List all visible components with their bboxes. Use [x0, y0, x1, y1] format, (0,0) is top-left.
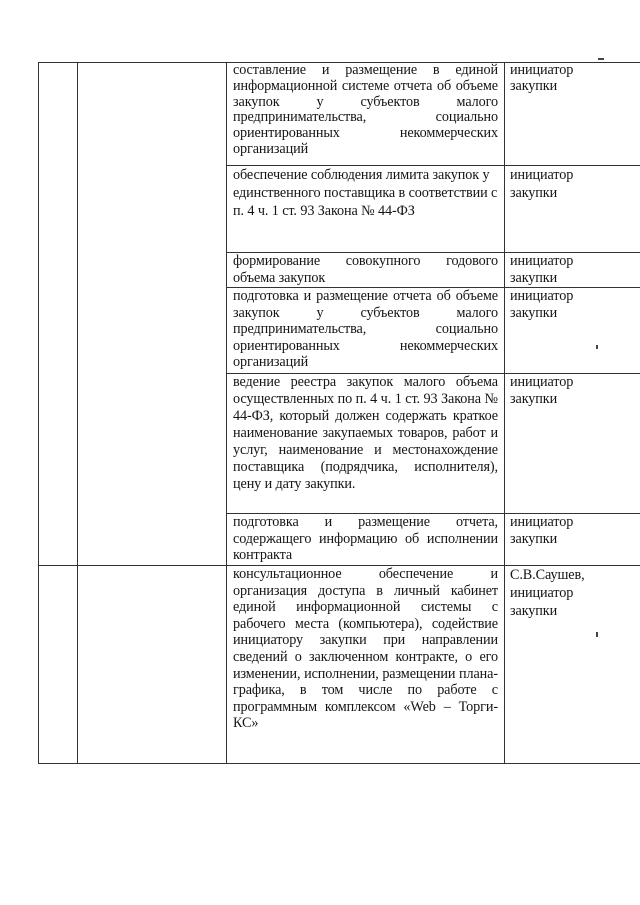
responsibility-text: составление и размещение в единой информационной системе отчета об объеме закупок у субъектов малого предпринимательства, социально ориентированных некоммерческих организаций [233, 62, 498, 157]
responsibility-cell [233, 288, 498, 371]
responsible-cell [510, 253, 618, 287]
responsibility-text: обеспечение соблюдения лимита закупок у единственного поставщика в соответствии с п. 4 ч. 1 ст. 93 Закона № 44-ФЗ [233, 167, 498, 219]
responsibility-text: консультационное обеспечение и организация доступа в личный кабинет единой информационной системы с рабочего места (компьютера), содействие инициатору закупки при направлении сведений о заключенном контракте, о его изменении, исполнении, размещении плана-графика, в том числе по работе с программным комплексом «Web – Торги-КС» [233, 566, 498, 732]
responsible-cell [510, 566, 618, 620]
responsibility-cell [233, 253, 498, 287]
responsible-text: инициатор закупки [510, 253, 574, 286]
table-column-divider [77, 62, 78, 763]
responsible-text: инициатор закупки [510, 62, 574, 94]
responsible-cell [510, 514, 618, 548]
table-border-left [38, 62, 39, 763]
scan-speck [596, 345, 598, 349]
responsibility-cell [233, 566, 498, 732]
responsibility-text: подготовка и размещение отчета, содержащего информацию об исполнении контракта [233, 514, 498, 563]
responsible-cell [510, 374, 618, 408]
responsible-cell [510, 166, 618, 202]
responsibility-cell [233, 166, 498, 220]
responsibility-text: подготовка и размещение отчета об объеме закупок у субъектов малого предпринимательства, социально ориентированных некоммерческих организаций [233, 288, 498, 370]
table-border-bottom [38, 763, 640, 764]
responsible-text: инициатор закупки [510, 514, 574, 547]
scan-speck [598, 58, 604, 60]
responsible-cell [510, 63, 618, 95]
responsible-text: С.В.Саушев, инициатор закупки [510, 567, 585, 619]
scan-speck [596, 632, 598, 637]
table-column-divider [226, 62, 227, 763]
responsibility-text: ведение реестра закупок малого объема осуществленных по п. 4 ч. 1 ст. 93 Закона № 44-ФЗ, который должен содержать краткое наименование закупаемых товаров, работ и услуг, наименование и местонахождение поставщика (подрядчика, исполнителя), цену и дату закупки. [233, 374, 498, 492]
responsible-text: инициатор закупки [510, 167, 574, 201]
responsibility-cell [233, 374, 498, 493]
responsible-cell [510, 288, 618, 322]
responsibility-text: формирование совокупного годового объема закупок [233, 253, 498, 286]
responsible-text: инициатор закупки [510, 288, 574, 321]
responsibility-cell [233, 514, 498, 564]
responsibility-cell [233, 63, 498, 158]
responsible-text: инициатор закупки [510, 374, 574, 407]
table-column-divider [504, 62, 505, 763]
